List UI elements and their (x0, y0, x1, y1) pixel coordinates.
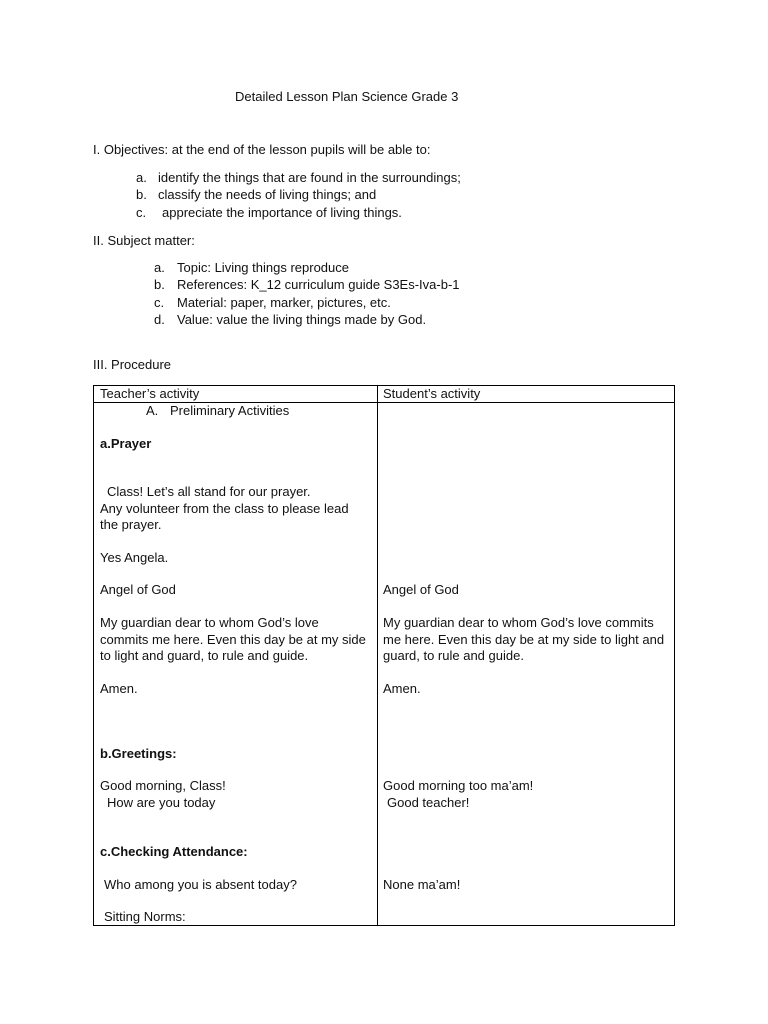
table-column-divider (377, 386, 378, 925)
student-attendance-answer: None ma’am! (383, 877, 461, 892)
teacher-greeting-line-2: How are you today (107, 795, 216, 810)
sitting-norms-label: Sitting Norms: (104, 909, 186, 924)
teacher-prayer-line-1: Class! Let’s all stand for our prayer. (107, 484, 311, 499)
teacher-prayer-line-3: the prayer. (100, 517, 162, 532)
teacher-attendance-question: Who among you is absent today? (104, 877, 297, 892)
teacher-amen: Amen. (100, 681, 138, 696)
procedure-table (93, 385, 675, 926)
prayer-label: a.Prayer (100, 436, 152, 451)
teacher-verse-line-2: commits me here. Even this day be at my side (100, 632, 366, 647)
subject-item-b: References: K_12 curriculum guide S3Es-Iva-b-1 (177, 277, 460, 292)
preliminary-activities-label: Preliminary Activities (170, 403, 290, 418)
student-greeting-line-1: Good morning too ma’am! (383, 778, 534, 793)
subject-item-c: Material: paper, marker, pictures, etc. (177, 295, 391, 310)
document-title: Detailed Lesson Plan Science Grade 3 (235, 89, 459, 104)
subject-item-d: Value: value the living things made by God. (177, 312, 427, 327)
preliminary-marker: A. (146, 403, 159, 418)
subject-matter-heading: II. Subject matter: (93, 233, 195, 248)
objectives-heading: I. Objectives: at the end of the lesson pupils will be able to: (93, 142, 431, 157)
student-verse-line-1: My guardian dear to whom God’s love commits (383, 615, 654, 630)
student-activity-header: Student’s activity (383, 386, 481, 401)
subject-marker-c: c. (154, 295, 165, 310)
teacher-prayer-line-2: Any volunteer from the class to please lead (100, 501, 349, 516)
objective-marker-a: a. (136, 170, 147, 185)
student-amen: Amen. (383, 681, 421, 696)
procedure-heading: III. Procedure (93, 357, 172, 372)
objective-marker-b: b. (136, 187, 147, 202)
objective-item-a: identify the things that are found in the surroundings; (158, 170, 461, 185)
teacher-angel-of-god: Angel of God (100, 582, 176, 597)
objective-marker-c: c. (136, 205, 147, 220)
teacher-greeting-line-1: Good morning, Class! (100, 778, 226, 793)
student-greeting-line-2: Good teacher! (387, 795, 470, 810)
subject-marker-a: a. (154, 260, 165, 275)
teacher-activity-header: Teacher’s activity (100, 386, 200, 401)
teacher-acknowledge: Yes Angela. (100, 550, 169, 565)
objective-item-b: classify the needs of living things; and (158, 187, 377, 202)
subject-marker-b: b. (154, 277, 165, 292)
student-verse-line-2: me here. Even this day be at my side to light and (383, 632, 665, 647)
student-verse-line-3: guard, to rule and guide. (383, 648, 524, 663)
teacher-verse-line-3: to light and guard, to rule and guide. (100, 648, 309, 663)
objective-item-c: appreciate the importance of living things. (162, 205, 402, 220)
teacher-verse-line-1: My guardian dear to whom God’s love (100, 615, 319, 630)
greetings-label: b.Greetings: (100, 746, 177, 761)
student-angel-of-god: Angel of God (383, 582, 459, 597)
subject-item-a: Topic: Living things reproduce (177, 260, 349, 275)
attendance-label: c.Checking Attendance: (100, 844, 248, 859)
subject-marker-d: d. (154, 312, 165, 327)
